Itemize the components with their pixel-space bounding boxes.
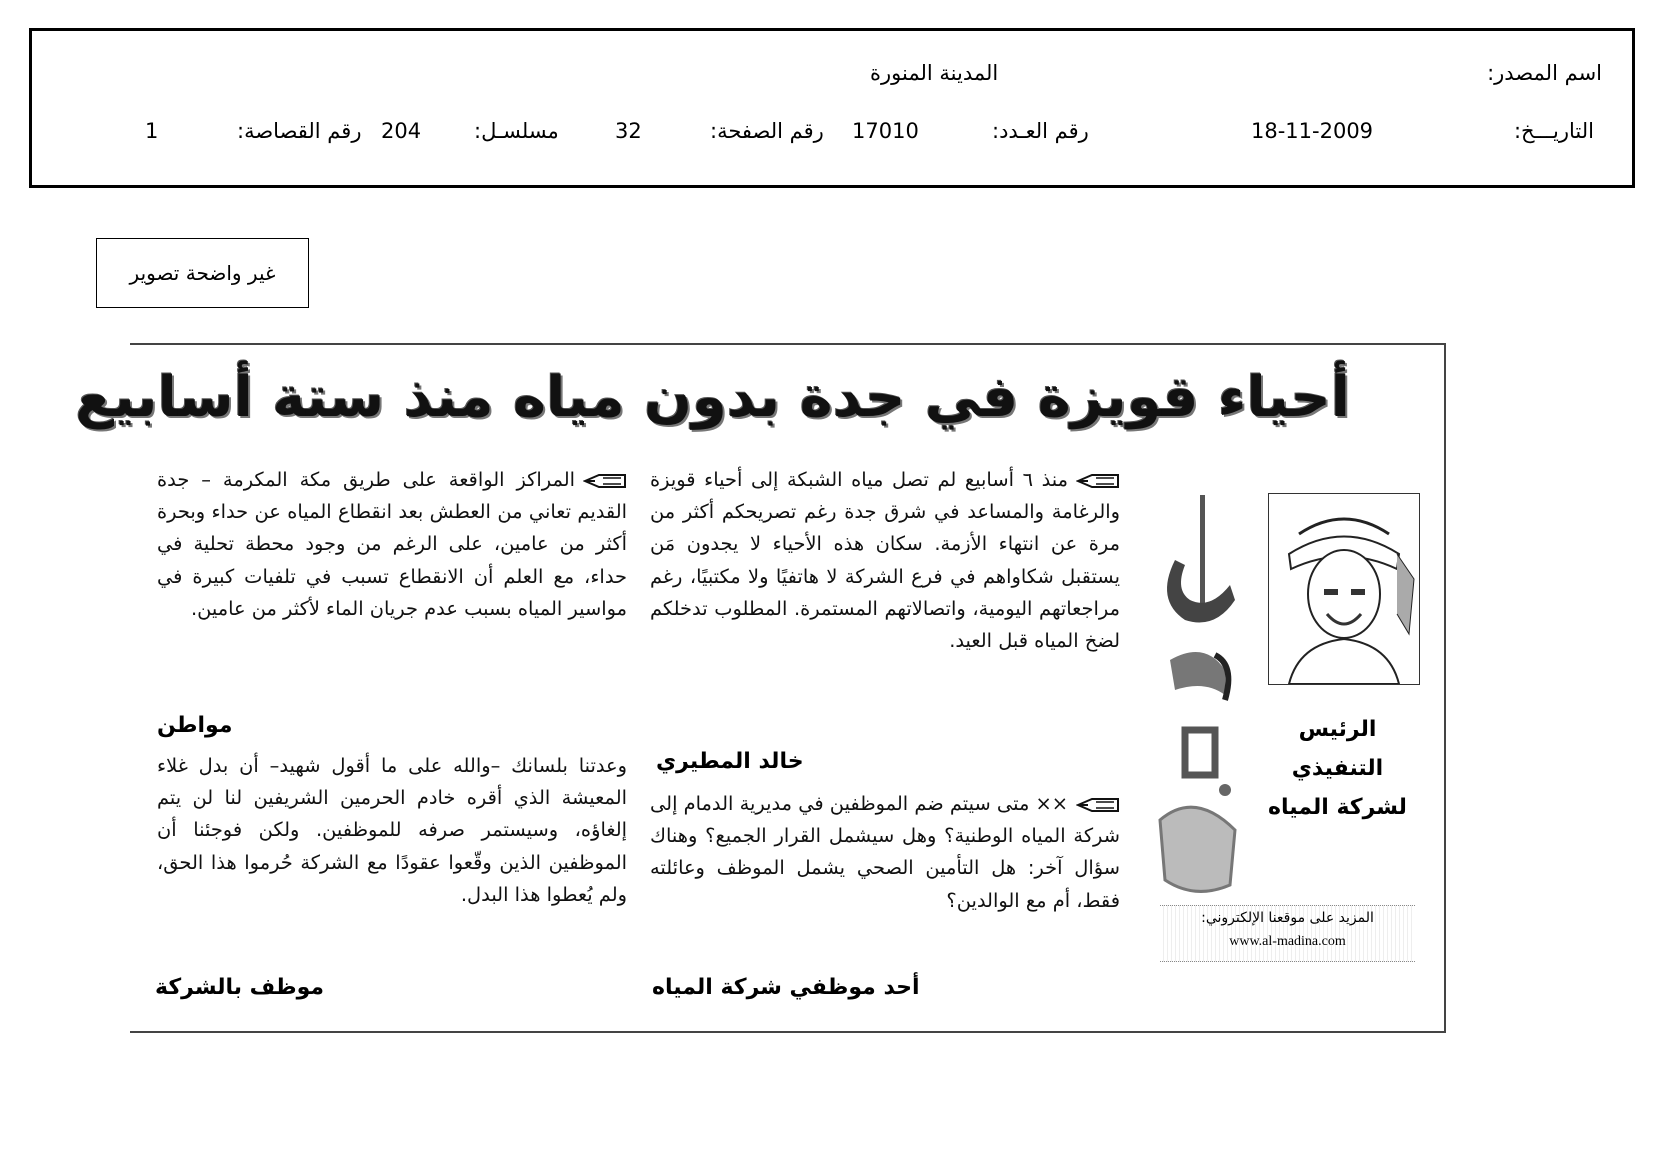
serial-value: 204: [381, 119, 422, 143]
pen-icon: [1076, 796, 1120, 814]
pen-icon: [1076, 472, 1120, 490]
article-headline: أحياء قويزة في جدة بدون مياه منذ ستة أسابيع: [75, 365, 1350, 430]
middle-column-letter-2: [650, 788, 1120, 917]
issue-label: رقم العـدد:: [992, 119, 1089, 143]
caption-line-1: الرئيس: [1298, 717, 1377, 742]
clip-value: 1: [145, 119, 159, 143]
date-value: 18-11-2009: [1251, 119, 1374, 143]
left-column-letter-1: [157, 464, 627, 625]
executive-portrait-image: [1269, 494, 1419, 684]
issue-value: 17010: [852, 119, 919, 143]
column-logo-graphic: [1145, 490, 1245, 910]
page-value: 32: [615, 119, 642, 143]
middle-column-letter-1: [650, 464, 1120, 657]
page-label: رقم الصفحة:: [710, 119, 824, 143]
caption-line-2: التنفيذي: [1291, 756, 1384, 781]
source-value: المدينة المنورة: [870, 61, 999, 85]
middle-signature-1: خالد المطيري: [656, 749, 804, 774]
left-signature-1: مواطن: [157, 713, 233, 738]
website-url: www.al-madina.com: [1229, 934, 1346, 949]
caption-line-3: لشركة المياه: [1268, 795, 1407, 820]
middle-signature-2: أحد موظفي شركة المياه: [652, 975, 920, 1000]
photo-caption: [1245, 710, 1430, 827]
pen-icon: [583, 472, 627, 490]
middle-letter-2-text: ×× متى سيتم ضم الموظفين في مديرية الدمام إلى شركة المياه الوطنية؟ وهل سيشمل القرار الجميع؟ وهناك سؤال آخر: هل التأمين الصحي يشمل الموظف وعائلته فقط، أم مع الوالدين؟: [650, 792, 1120, 912]
left-letter-2-text: وعدتنا بلسانك –والله على ما أقول شهيد– أن بدل غلاء المعيشة الذي أقره خادم الحرمين الشريفين لنا لن يتم إلغاؤه، وسيستمر صرفه للموظفين. ولكن فوجئنا أن الموظفين الذين وقّعوا عقودًا مع الشركة حُرموا هذا الحق، ولم يُعطوا هذا البدل.: [157, 754, 627, 906]
left-signature-2: موظف بالشركة: [155, 975, 324, 1000]
date-label: التاريـــخ:: [1513, 119, 1594, 143]
left-column-letter-2: [157, 750, 627, 911]
clip-label: رقم القصاصة:: [237, 119, 362, 143]
website-note-label: المزيد على موقعنا الإلكتروني:: [1201, 910, 1374, 926]
left-letter-1-text: المراكز الواقعة على طريق مكة المكرمة – جدة القديم تعاني من العطش بعد انقطاع المياه عن حداء وبحرة أكثر من عامين، على الرغم من وجود محطة تحلية في حداء، مع العلم أن الانقطاع تسبب في تلفيات كبيرة في مواسير المياه بسبب عدم جريان الماء لأكثر من عامين.: [157, 468, 627, 620]
executive-photo: [1268, 493, 1420, 685]
unclear-photo-note: غير واضحة تصوير: [96, 238, 309, 308]
source-label: اسم المصدر:: [1487, 61, 1602, 85]
website-note: [1160, 905, 1415, 962]
middle-letter-1-text: منذ ٦ أسابيع لم تصل مياه الشبكة إلى أحياء قويزة والرغامة والمساعد في شرق جدة رغم تصريحكم أكثر من مرة عن انتهاء الأزمة. سكان هذه الأحياء لا يجدون مَن يستقبل شكاواهم في فرع الشركة لا هاتفيًا ولا مكتبيًا، رغم مراجعاتهم اليومية، واتصالاتهم المستمرة. المطلوب تدخلكم لضخ المياه قبل العيد.: [650, 468, 1120, 653]
serial-label: مسلسـل:: [474, 119, 559, 143]
document-header: [29, 28, 1635, 188]
